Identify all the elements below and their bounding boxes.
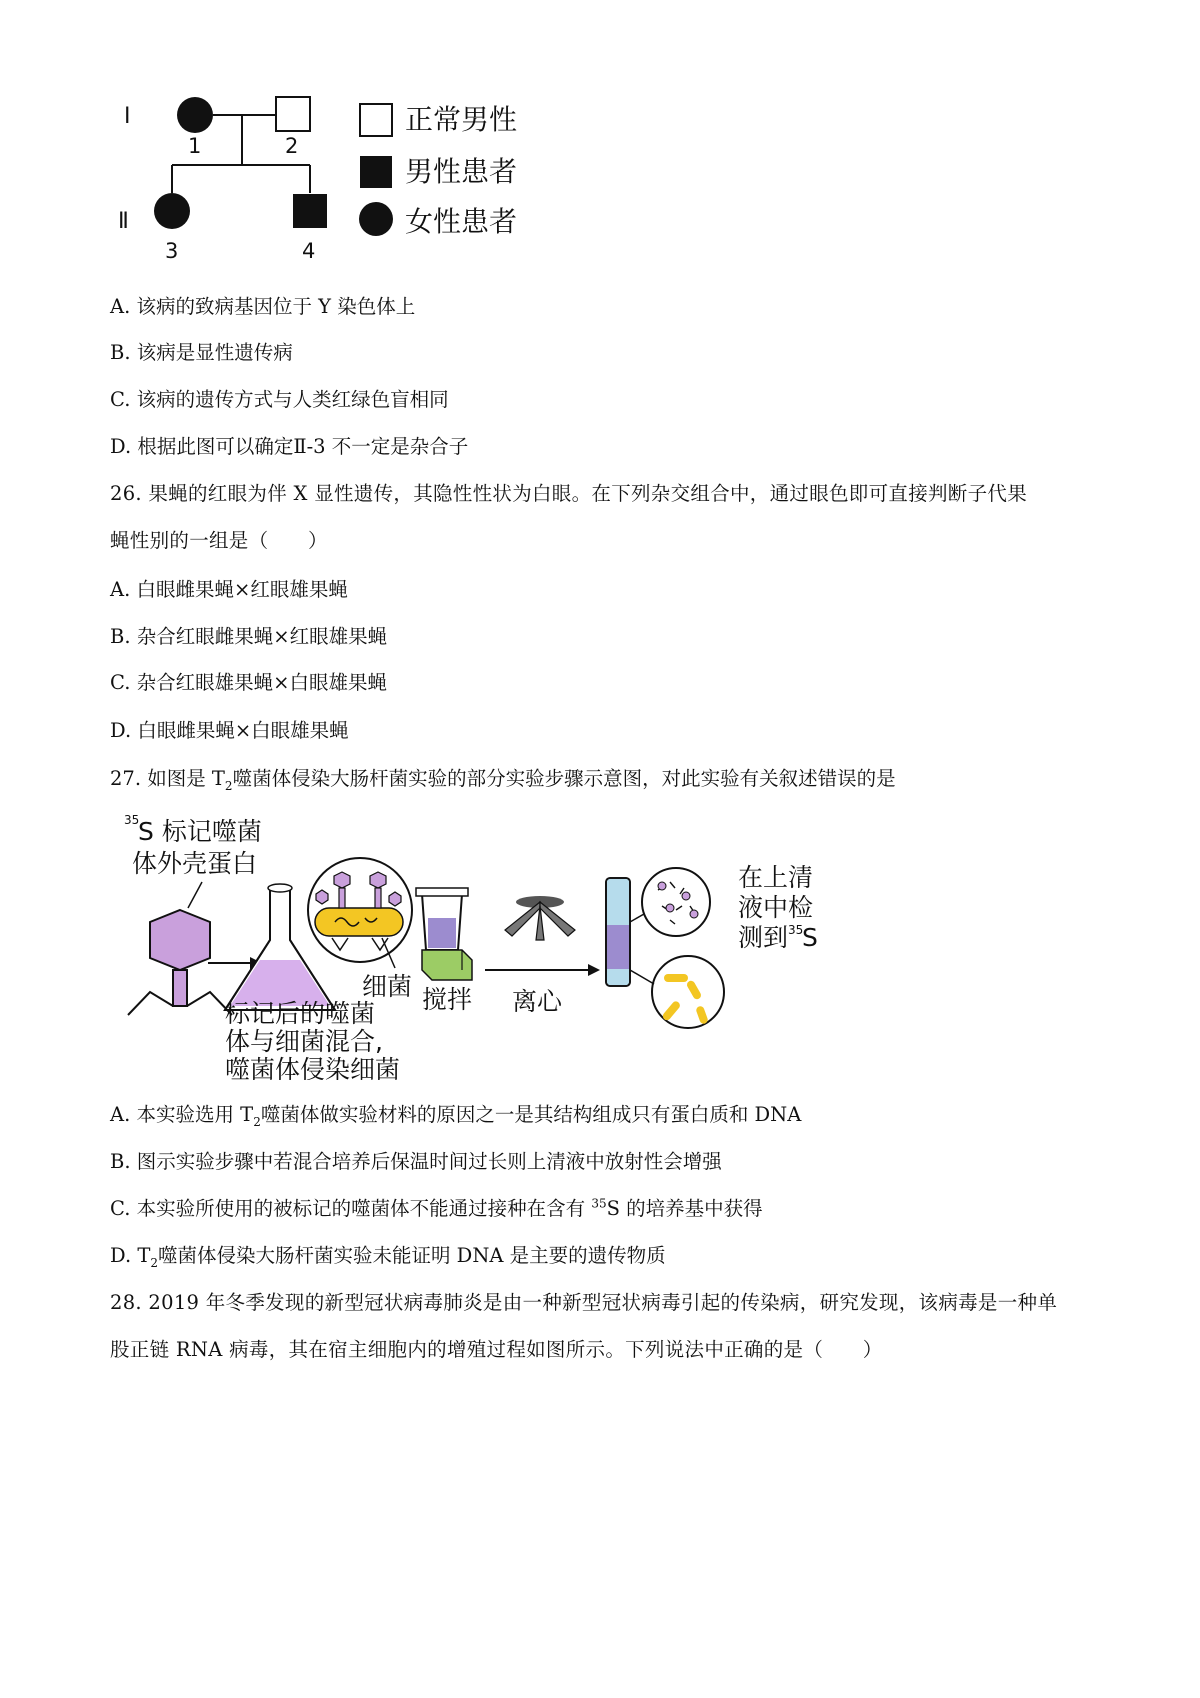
q27-d-pre: D. T bbox=[110, 1244, 151, 1267]
q27-c-post: S 的培养基中获得 bbox=[606, 1197, 763, 1220]
individual-1-number: 1 bbox=[188, 134, 202, 158]
q27-stem-sub: 2 bbox=[224, 778, 233, 793]
result-sup: 35 bbox=[788, 923, 804, 937]
legend-affected-female-label: 女性患者 bbox=[405, 205, 518, 238]
mix-caption-line3: 噬菌体侵染细菌 bbox=[225, 1055, 401, 1080]
result-line1: 在上清 bbox=[738, 863, 814, 892]
individual-1-affected-female bbox=[177, 97, 213, 133]
q27-option-b: B. 图示实验步骤中若混合培养后保温时间过长则上清液中放射性会增强 bbox=[110, 1150, 722, 1173]
stir-label: 搅拌 bbox=[422, 985, 473, 1014]
q26-stem-line1: 26. 果蝇的红眼为伴 X 显性遗传，其隐性性状为白眼。在下列杂交组合中，通过眼色即可直接判断子代果 bbox=[110, 482, 1027, 505]
q27-c-pre: C. 本实验所使用的被标记的噬菌体不能通过接种在含有 bbox=[110, 1197, 592, 1220]
q26-stem-line2: 蝇性别的一组是（ ） bbox=[110, 529, 328, 552]
individual-2-normal-male bbox=[276, 97, 310, 131]
individual-2-number: 2 bbox=[285, 134, 299, 158]
pellet-zoom-circle bbox=[630, 956, 724, 1028]
label-35s-line2: 体外壳蛋白 bbox=[132, 849, 258, 878]
q28-stem-line1: 28. 2019 年冬季发现的新型冠状病毒肺炎是由一种新型冠状病毒引起的传染病，研究发现，该病毒是一种单 bbox=[110, 1291, 1058, 1314]
q27-a-sub: 2 bbox=[253, 1114, 261, 1129]
legend-affected-male-symbol bbox=[360, 156, 392, 188]
legend-normal-male-symbol bbox=[360, 104, 392, 136]
q27-stem-post: 噬菌体侵染大肠杆菌实验的部分实验步骤示意图，对此实验有关叙述错误的是 bbox=[232, 767, 896, 790]
legend-normal-male-label: 正常男性 bbox=[405, 103, 518, 136]
label-35s-line1: S 标记噬菌 bbox=[138, 817, 262, 846]
individual-4-affected-male bbox=[293, 194, 327, 228]
supernatant-zoom-circle bbox=[630, 868, 710, 936]
generation-II-label: Ⅱ bbox=[118, 209, 129, 234]
individual-4-number: 4 bbox=[302, 239, 316, 263]
legend-affected-female-symbol bbox=[359, 202, 393, 236]
result-line3: 测到 bbox=[738, 923, 789, 952]
legend-affected-male-label: 男性患者 bbox=[405, 155, 518, 188]
q28-stem-line2: 股正链 RNA 病毒，其在宿主细胞内的增殖过程如图所示。下列说法中正确的是（ ） bbox=[110, 1338, 883, 1361]
test-tube-icon bbox=[606, 878, 630, 986]
label-35s-sup: 35 bbox=[124, 813, 140, 827]
q27-stem bbox=[110, 766, 896, 792]
q25-option-b: B. 该病是显性遗传病 bbox=[110, 341, 293, 364]
blender-icon bbox=[416, 888, 472, 980]
generation-I-label: I bbox=[124, 104, 131, 129]
arrow-to-tube bbox=[485, 964, 600, 976]
q27-a-post: 噬菌体做实验材料的原因之一是其结构组成只有蛋白质和 DNA bbox=[260, 1103, 802, 1126]
q27-a-pre: A. 本实验选用 T bbox=[110, 1103, 254, 1126]
q27-stem-pre: 27. 如图是 T bbox=[110, 767, 225, 790]
infection-zoom-circle bbox=[308, 858, 412, 962]
result-line2: 液中检 bbox=[738, 893, 814, 922]
pedigree-figure bbox=[110, 85, 590, 265]
q27-d-sub: 2 bbox=[150, 1255, 158, 1270]
q27-option-a bbox=[110, 1102, 801, 1128]
mix-caption-line1: 标记后的噬菌 bbox=[225, 999, 376, 1028]
q25-option-a: A. 该病的致病基因位于 Y 染色体上 bbox=[110, 295, 416, 318]
q26-option-c: C. 杂合红眼雄果蝇×白眼雄果蝇 bbox=[110, 671, 387, 694]
centrifuge-icon bbox=[505, 896, 575, 940]
q25-option-d: D. 根据此图可以确定Ⅱ-3 不一定是杂合子 bbox=[110, 435, 469, 458]
label-pointer bbox=[188, 882, 202, 908]
centrifuge-label: 离心 bbox=[512, 987, 563, 1016]
mix-caption-line2: 体与细菌混合, bbox=[225, 1027, 383, 1056]
q26-option-d: D. 白眼雌果蝇×白眼雄果蝇 bbox=[110, 719, 349, 742]
phage-experiment-figure bbox=[110, 810, 910, 1080]
individual-3-number: 3 bbox=[165, 239, 179, 263]
q25-option-c: C. 该病的遗传方式与人类红绿色盲相同 bbox=[110, 388, 449, 411]
q26-option-b: B. 杂合红眼雌果蝇×红眼雄果蝇 bbox=[110, 625, 388, 648]
individual-3-affected-female bbox=[154, 193, 190, 229]
q26-option-a: A. 白眼雌果蝇×红眼雄果蝇 bbox=[110, 578, 348, 601]
q27-d-post: 噬菌体侵染大肠杆菌实验未能证明 DNA 是主要的遗传物质 bbox=[157, 1244, 666, 1267]
bacteria-label: 细菌 bbox=[362, 972, 413, 1001]
q27-c-sup: 35 bbox=[591, 1196, 607, 1211]
result-end: S bbox=[802, 923, 818, 952]
q27-option-d bbox=[110, 1243, 666, 1269]
q27-option-c bbox=[110, 1196, 763, 1222]
